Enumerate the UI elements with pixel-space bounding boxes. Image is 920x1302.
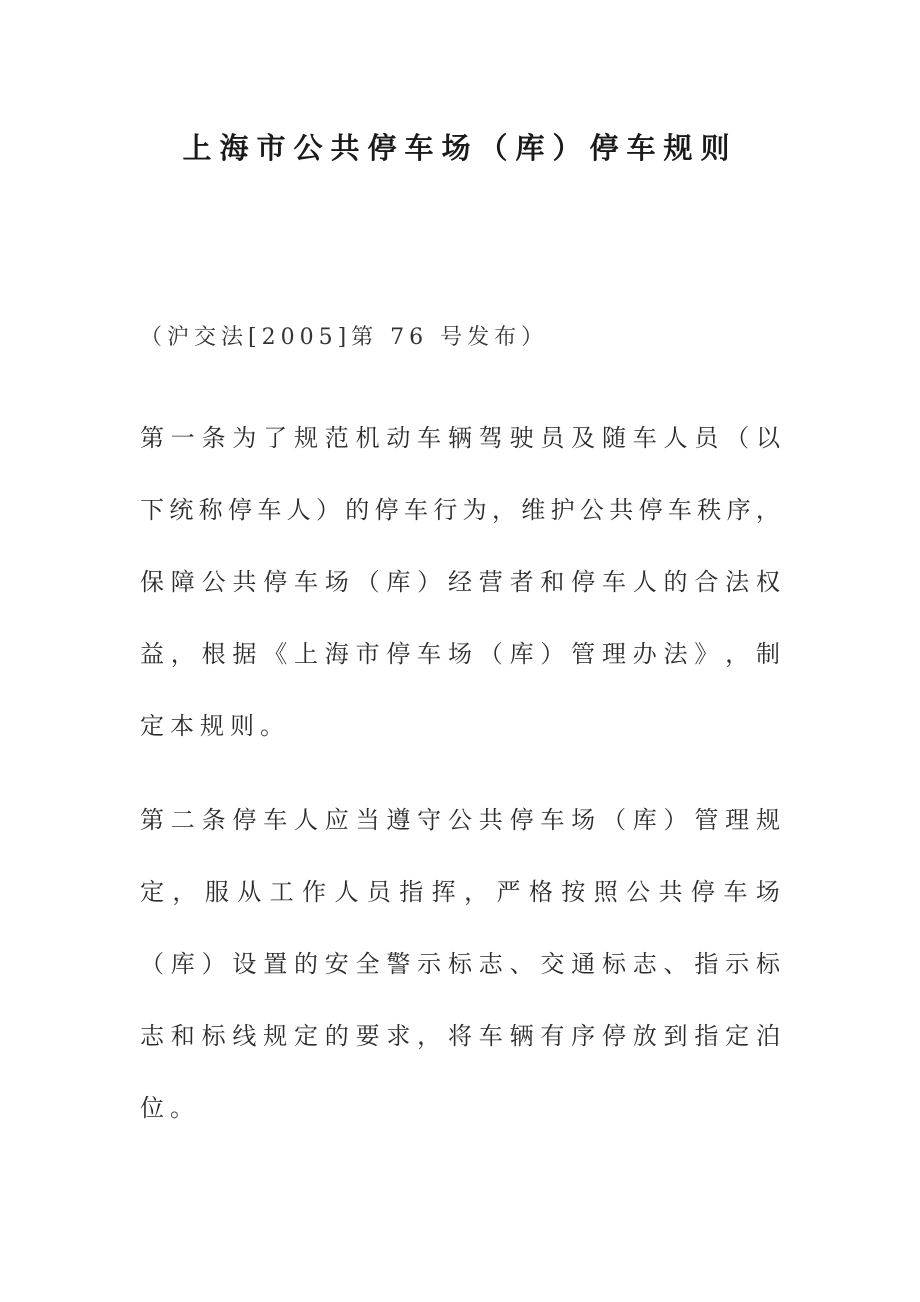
issuance-note: （沪交法[2005]第 76 号发布）	[140, 325, 549, 350]
article-1-line: 下 统 称 停 车 人 ） 的 停 车 行 为 ， 维 护 公 共 停 车 秩 序 ，	[140, 496, 780, 524]
article-1-line: 益 ， 根 据 《 上 海 市 停 车 场 （ 库 ） 管 理 办 法 》 ， 制	[140, 640, 780, 668]
article-1-line: 保 障 公 共 停 车 场 （ 库 ） 经 营 者 和 停 车 人 的 合 法 权	[140, 568, 780, 596]
document-title: 上海市公共停车场（库）停车规则	[182, 131, 738, 165]
article-2-line: （ 库 ） 设 置 的 安 全 警 示 标 志 、 交 通 标 志 、 指 示 标	[140, 950, 780, 978]
article-2-line: 第 二 条 停 车 人 应 当 遵 守 公 共 停 车 场 （ 库 ） 管 理 规	[140, 806, 780, 834]
article-1-line: 第 一 条 为 了 规 范 机 动 车 辆 驾 驶 员 及 随 车 人 员 （ 以	[140, 424, 780, 452]
article-2-line: 定 ， 服 从 工 作 人 员 指 挥 ， 严 格 按 照 公 共 停 车 场	[140, 878, 780, 906]
article-2-line: 志 和 标 线 规 定 的 要 求 ， 将 车 辆 有 序 停 放 到 指 定 泊	[140, 1022, 780, 1050]
article-2-line: 位。	[140, 1094, 200, 1122]
article-1-line: 定本规则。	[140, 712, 290, 740]
